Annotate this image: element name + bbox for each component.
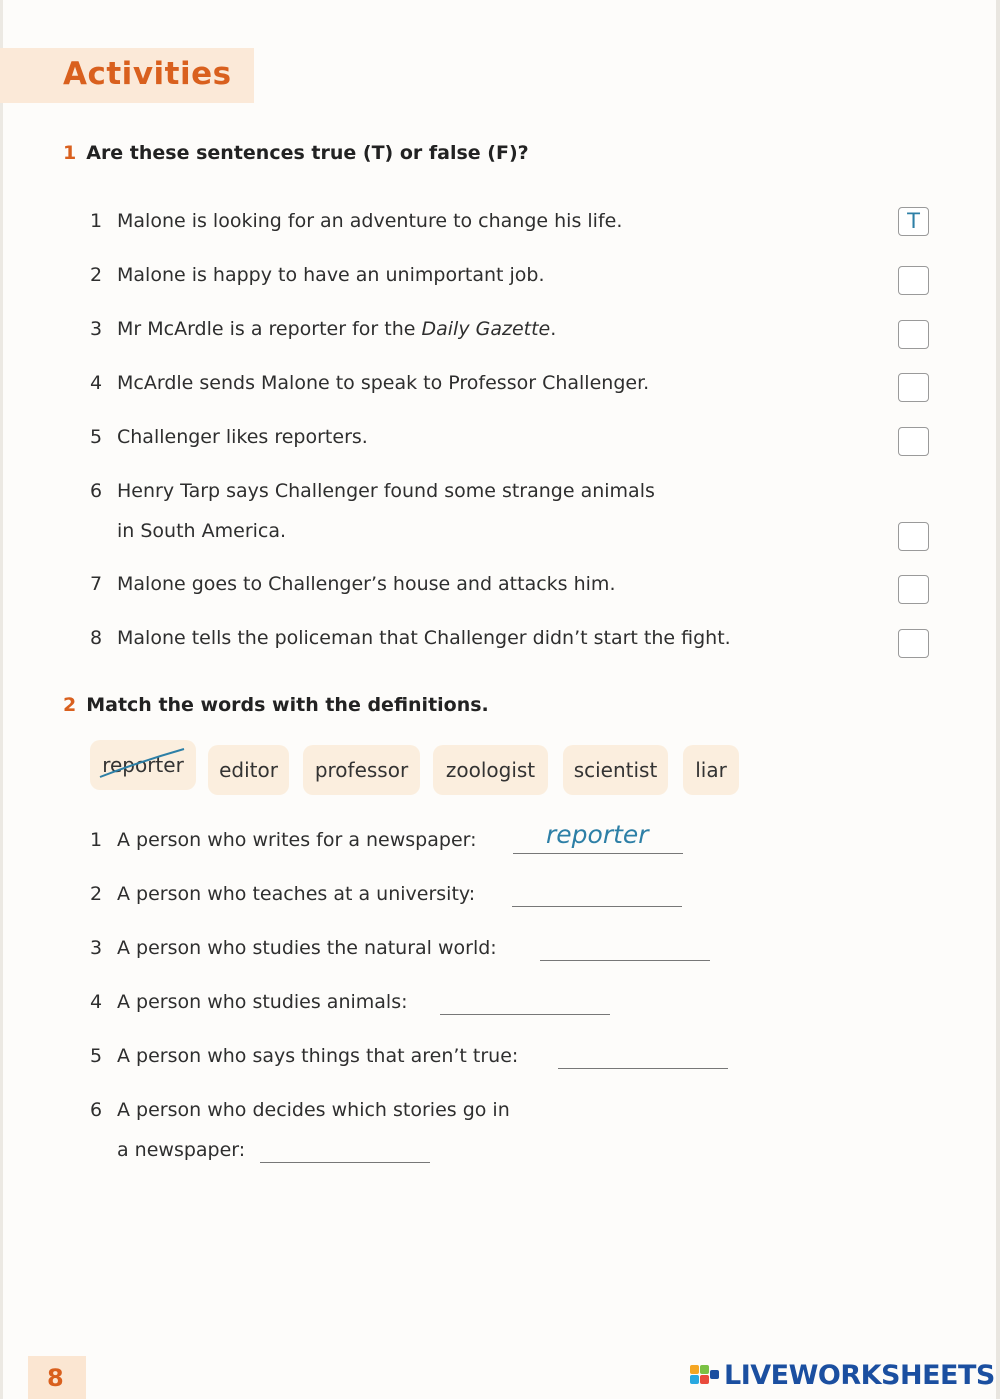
answer-blank-5[interactable] — [558, 1068, 728, 1069]
word-chip-liar: liar — [683, 745, 739, 795]
page-title: Activities — [63, 56, 232, 92]
tf-answer-box-6[interactable] — [898, 522, 929, 551]
tf-item-7 — [90, 564, 615, 604]
definition-item-1 — [90, 820, 477, 860]
item-text: A person who decides which stories go in — [117, 1099, 510, 1121]
item-text: Malone is looking for an adventure to change his life. — [117, 210, 623, 232]
item-text: A person who studies animals: — [117, 991, 408, 1013]
item-number: 4 — [90, 991, 103, 1013]
strikethrough-mark — [96, 747, 188, 781]
word-chip-editor: editor — [208, 745, 289, 795]
watermark-text: LIVEWORKSHEETS — [724, 1359, 995, 1391]
item-number: 6 — [90, 1099, 103, 1121]
word-chip-professor: professor — [303, 745, 420, 795]
answer-blank-3[interactable] — [540, 960, 710, 961]
item-number: 5 — [90, 426, 103, 448]
liveworksheets-logo-icon — [690, 1363, 722, 1387]
item-text-continued: in South America. — [117, 520, 287, 542]
exercise-1-number: 1 — [63, 142, 77, 164]
exercise-1-instruction: Are these sentences true (T) or false (F)? — [86, 142, 529, 164]
tf-item-1 — [90, 201, 622, 241]
item-text: A person who says things that aren’t true: — [117, 1045, 519, 1067]
item-number: 5 — [90, 1045, 103, 1067]
answer-blank-4[interactable] — [440, 1014, 610, 1015]
item-number: 1 — [90, 210, 103, 232]
answer-text-1: reporter — [546, 820, 649, 849]
tf-answer-box-8[interactable] — [898, 629, 929, 658]
tf-answer-box-1[interactable]: T — [898, 207, 929, 236]
item-number: 2 — [90, 883, 103, 905]
item-text: Malone is happy to have an unimportant job. — [117, 264, 545, 286]
answer-blank-2[interactable] — [512, 906, 682, 907]
tf-item-4 — [90, 363, 649, 403]
definition-item-5 — [90, 1036, 518, 1076]
exercise-2-instruction: Match the words with the definitions. — [86, 694, 489, 716]
item-text: Henry Tarp says Challenger found some strange animals — [117, 480, 655, 502]
exercise-2-number: 2 — [63, 694, 77, 716]
item-italic-text: Daily Gazette — [421, 318, 551, 340]
item-number: 6 — [90, 480, 103, 502]
item-number: 7 — [90, 573, 103, 595]
item-number: 3 — [90, 937, 103, 959]
definition-item-4 — [90, 982, 408, 1022]
tf-answer-box-4[interactable] — [898, 373, 929, 402]
tf-answer-box-7[interactable] — [898, 575, 929, 604]
item-number: 1 — [90, 829, 103, 851]
item-text: McArdle sends Malone to speak to Professor Challenger. — [117, 372, 650, 394]
item-text: Mr McArdle is a reporter for the — [117, 318, 422, 340]
page-edge-right — [996, 0, 1000, 1399]
word-chip-zoologist: zoologist — [433, 745, 548, 795]
item-number: 4 — [90, 372, 103, 394]
exercise-1-title — [63, 142, 529, 164]
item-text: A person who writes for a newspaper: — [117, 829, 477, 851]
tf-item-8 — [90, 618, 731, 658]
liveworksheets-watermark — [690, 1360, 995, 1390]
word-chip-reporter: reporter — [90, 740, 196, 790]
tf-answer-box-3[interactable] — [898, 320, 929, 349]
item-number: 8 — [90, 627, 103, 649]
tf-item-3 — [90, 309, 556, 349]
tf-item-2 — [90, 255, 545, 295]
item-text: A person who teaches at a university: — [117, 883, 476, 905]
definition-item-6-continued: a newspaper: — [117, 1139, 246, 1161]
tf-answer-box-2[interactable] — [898, 266, 929, 295]
page-number: 8 — [47, 1364, 64, 1392]
item-text-tail: . — [550, 318, 557, 340]
word-chip-scientist: scientist — [563, 745, 668, 795]
tf-item-5 — [90, 417, 368, 457]
item-text: Malone goes to Challenger’s house and attacks him. — [117, 573, 616, 595]
item-text: Malone tells the policeman that Challenger didn’t start the fight. — [117, 627, 731, 649]
answer-blank-1[interactable] — [513, 853, 683, 854]
item-number: 2 — [90, 264, 103, 286]
page-edge-left — [0, 0, 3, 1399]
tf-item-6 — [90, 471, 655, 542]
definition-item-2 — [90, 874, 475, 914]
exercise-2-title — [63, 694, 489, 716]
item-text: A person who studies the natural world: — [117, 937, 497, 959]
item-text: Challenger likes reporters. — [117, 426, 368, 448]
answer-blank-6[interactable] — [260, 1162, 430, 1163]
tf-answer-box-5[interactable] — [898, 427, 929, 456]
item-number: 3 — [90, 318, 103, 340]
definition-item-3 — [90, 928, 497, 968]
definition-item-6 — [90, 1090, 510, 1130]
